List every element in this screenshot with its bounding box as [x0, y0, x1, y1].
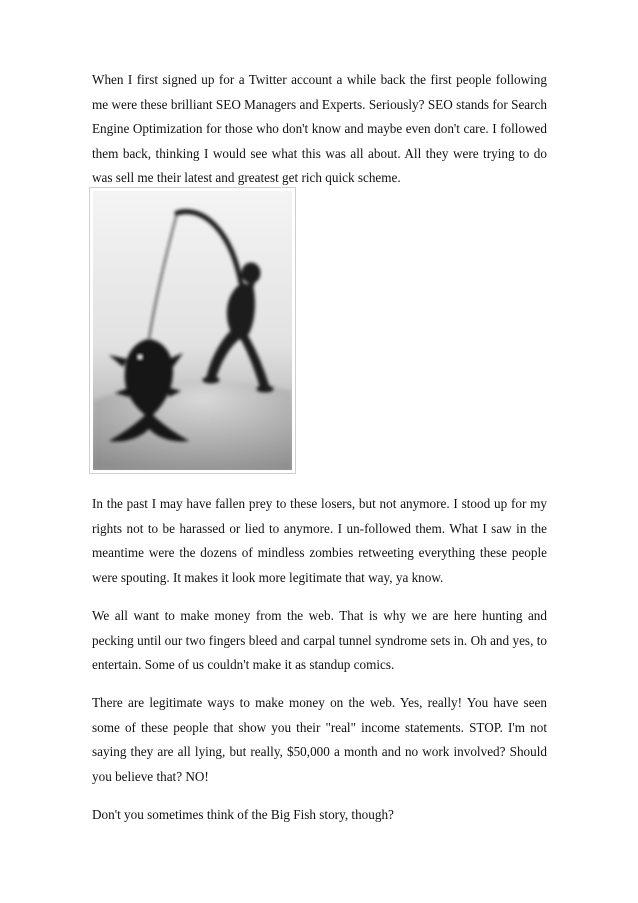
fisherman-silhouette-image: [93, 191, 292, 470]
paragraph-big-fish: Don't you sometimes think of the Big Fish story, though?: [92, 807, 394, 822]
paragraph-past-prey: In the past I may have fallen prey to these losers, but not anymore. I stood up for my rights not to be harassed or lied to anymore. I un-followed them. What I saw in the meantime were the dozens of mindless zombies retweeting everything these people were spouting. It makes it look more legitimate that way, ya know.: [92, 496, 547, 585]
paragraph-legitimate-ways: There are legitimate ways to make money on the web. Yes, really! You have seen some of these people that show you their "real" income statements. STOP. I'm not saying they are all lying, but really, $50,000 a month and no work involved? Should you believe that? NO!: [92, 695, 547, 784]
fishing-illustration: [89, 187, 296, 474]
paragraph-make-money: We all want to make money from the web. That is why we are here hunting and pecking until our two fingers bleed and carpal tunnel syndrome sets in. Oh and yes, to entertain. Some of us couldn't make it as standup comics.: [92, 608, 547, 673]
paragraph-twitter-seo: When I first signed up for a Twitter account a while back the first people following me were these brilliant SEO Managers and Experts. Seriously? SEO stands for Search Engine Optimization for those who don't know and maybe even don't care. I followed them back, thinking I would see what this was all about. All they were trying to do was sell me their latest and greatest get rich quick scheme.: [92, 72, 547, 186]
